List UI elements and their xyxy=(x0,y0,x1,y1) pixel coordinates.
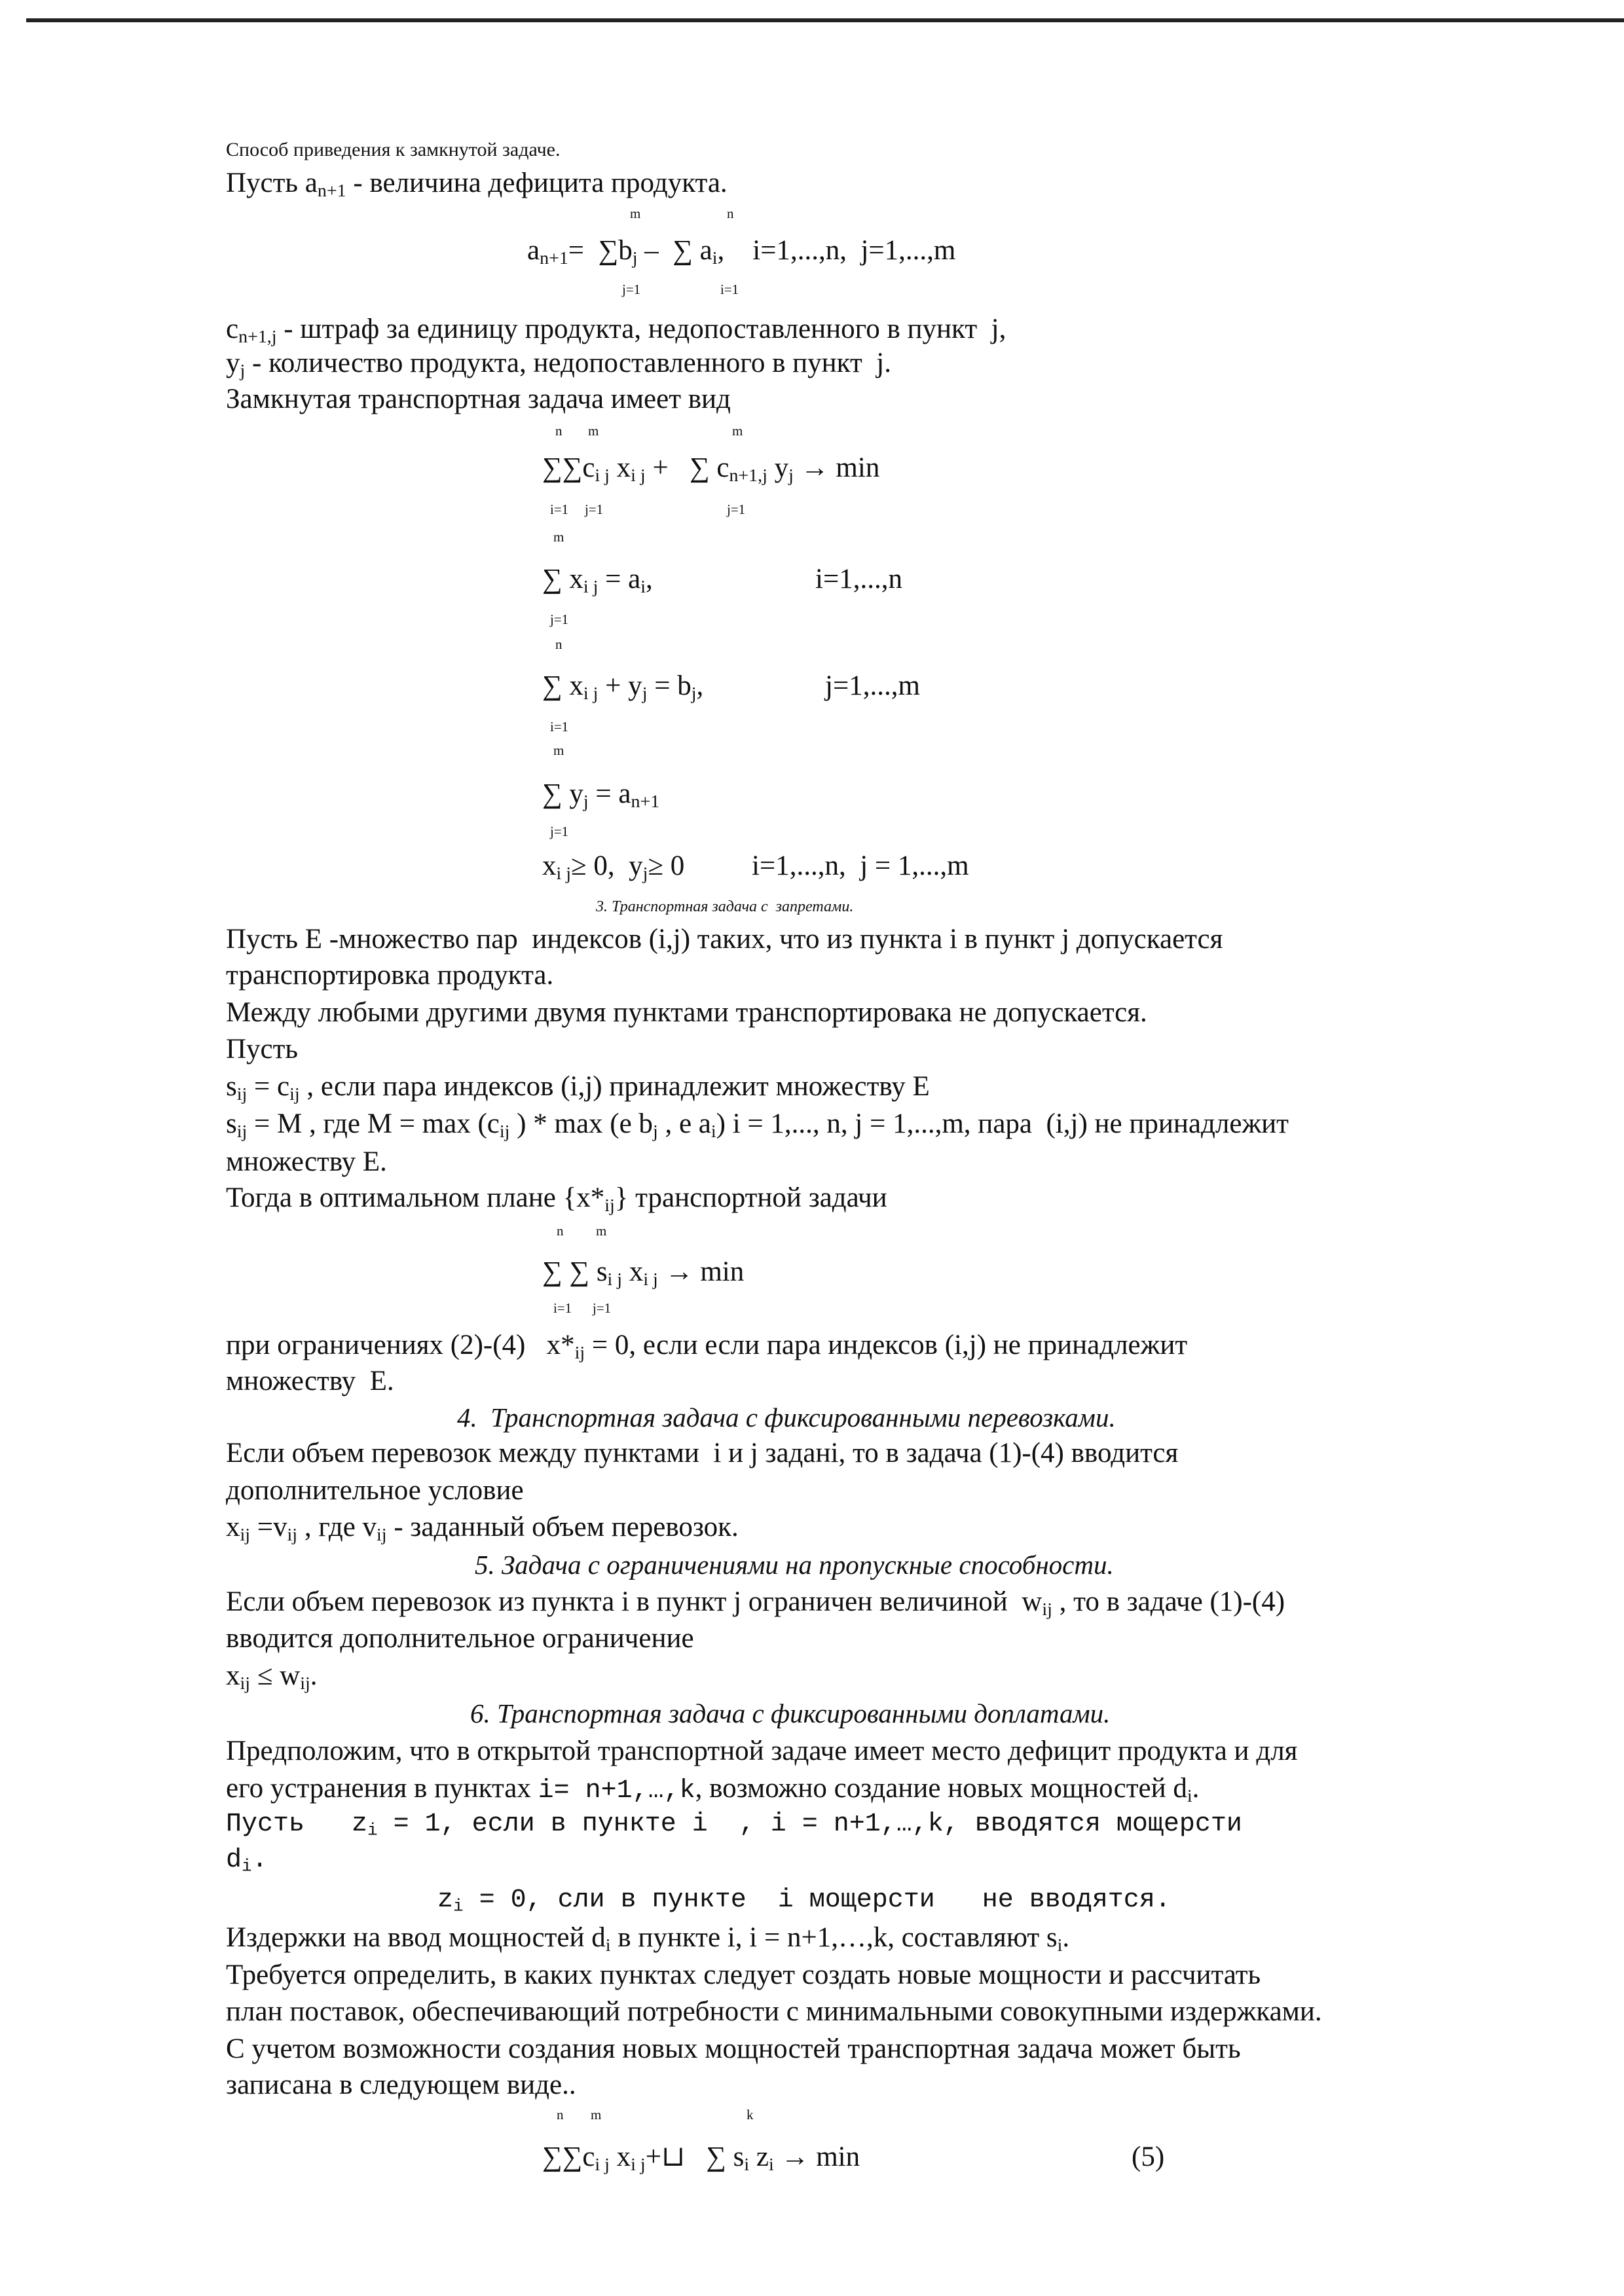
sum-upper-limit: n xyxy=(727,206,734,221)
paragraph-line: Если объем перевозок между пунктами i и j задані, то в задача (1)-(4) вводится xyxy=(226,1438,1179,1468)
paragraph-line: Между любыми другими двумя пунктами транспортировака не допускается. xyxy=(226,997,1147,1028)
paragraph-line: множеству E. xyxy=(226,1146,387,1177)
nonnegativity-range: i=1,...,n, j = 1,...,m xyxy=(752,850,969,881)
paragraph-line: Требуется определить, в каких пунктах следует создать новые мощности и рассчитать xyxy=(226,1959,1261,1990)
optimal-plan-line: Тогда в оптимальном плане $\{x*_{ij}\}$ транспортной задачи xyxy=(226,1182,887,1216)
capacity-cost-line: Издержки на ввод мощностей $d_i$ в пункте i, i = n+1,…,k, составляют $s_i$. xyxy=(226,1922,1070,1956)
sum-upper-limit: m xyxy=(630,206,641,221)
sij-definition-allowed: $s_{ij} = c_{ij}$ , если пара индексов (i,j) принадлежит множеству E xyxy=(226,1071,930,1104)
deficit-formula: $a_{n+1}= \sum b_j$ – ∑ $a_i$, i=1,...,n, j=1,...,m xyxy=(527,235,956,268)
sum-lower-limit: j=1 xyxy=(593,1300,612,1316)
indicator-definition-cont: $d_i$. xyxy=(226,1846,268,1876)
caption-section-5: 5. Задача с ограничениями на пропускные способности. xyxy=(475,1550,1114,1580)
fixed-charge-objective-formula: $\sum\sum c_{i j}$ $x_{i j}+⊔$ ∑ $s_i$ $z_i \to \min$ xyxy=(542,2141,860,2175)
sum-upper-limit: n xyxy=(557,2107,564,2123)
sum-upper-limit: n xyxy=(557,1223,564,1239)
demand-constraint: ∑ $x_{i j} + y_j = b_j$, xyxy=(542,670,704,704)
capacity-paragraph-line: Если объем перевозок из пункта i в пункт j ограничен величиной $w_{ij}$ , то в задаче (1)-(4) xyxy=(226,1586,1285,1620)
sum-upper-limit: n xyxy=(555,636,563,652)
equation-number: (5) xyxy=(1132,2141,1165,2172)
fixed-volume-condition: $x_{ij} =v_{ij}$ , где $v_{ij}$ - заданный объем перевозок. xyxy=(226,1512,739,1545)
paragraph-line: множеству E. xyxy=(226,1366,394,1396)
sum-upper-limit: n xyxy=(555,423,563,439)
paragraph-line: Предположим, что в открытой транспортной задаче имеет место дефицит продукта и для xyxy=(226,1736,1298,1766)
caption-section-3: 3. Транспортная задача с запретами. xyxy=(596,898,854,915)
paragraph-line: его устранения в пунктах i= n+1,…,k, возможно создание новых мощностей $d_i$. xyxy=(226,1773,1200,1806)
sum-lower-limit: j=1 xyxy=(585,501,604,517)
top-rule xyxy=(26,18,1624,22)
paragraph-line: дополнительное условие xyxy=(226,1475,524,1506)
sum-upper-limit: m xyxy=(553,742,564,758)
restricted-objective-formula: ∑ ∑ $s_{i j}$ $x_{i j} \to \min$ xyxy=(542,1256,745,1290)
shortage-constraint: ∑ $y_j = a_{n+1}$ xyxy=(542,778,660,812)
shortage-definition: $y_j$ - количество продукта, недопоставленного в пункт j. xyxy=(226,348,891,381)
paragraph-line: С учетом возможности создания новых мощностей транспортная задача может быть xyxy=(226,2033,1241,2064)
sum-lower-limit: j=1 xyxy=(550,824,569,839)
sij-definition-forbidden: $s_{ij} = M$ , где $M = \max (c_{ij}$ ) * max (e $b_j$ , e $a_i$) i = 1,..., n, j = 1,...,m, пара (i,j) не принадлежит xyxy=(226,1108,1289,1142)
closed-problem-intro: Замкнутая транспортная задача имеет вид xyxy=(226,384,731,414)
paragraph-line: записана в следующем виде.. xyxy=(226,2069,576,2100)
closed-objective-formula: $\sum\sum c_{i j}$ $x_{i j}$ + ∑ $c_{n+1,j}$ $y_j \to \min$ xyxy=(542,452,880,486)
sum-upper-limit: m xyxy=(591,2107,602,2123)
caption-section-6: 6. Транспортная задача с фиксированными доплатами. xyxy=(470,1698,1111,1728)
sum-upper-limit: m xyxy=(732,423,743,439)
sum-lower-limit: i=1 xyxy=(550,501,569,517)
paragraph-line: транспортировка продукта. xyxy=(226,960,554,991)
capacity-condition: $x_{ij} \le w_{ij}$. xyxy=(226,1660,318,1694)
sum-lower-limit: i=1 xyxy=(720,282,739,297)
sum-lower-limit: j=1 xyxy=(727,501,746,517)
indicator-definition: Пусть $z_i = 1$, если в пункте i , i = n+1,…,k, вводятся мощерсти xyxy=(226,1810,1242,1840)
indicator-zero-definition: $z_i = 0$, сли в пункте i мощерсти не вводятся. xyxy=(437,1886,1171,1916)
constraints-note: при ограничениях (2)-(4) $x*_{ij} = 0$, если если пара индексов (i,j) не принадлежит xyxy=(226,1330,1188,1363)
paragraph-line: Пусть xyxy=(226,1034,299,1065)
supply-constraint: ∑ $x_{i j} = a_i$, xyxy=(542,564,653,597)
sum-lower-limit: i=1 xyxy=(553,1300,572,1316)
sum-lower-limit: j=1 xyxy=(622,282,641,297)
paragraph-line: план поставок, обеспечивающий потребности с минимальными совокупными издержками. xyxy=(226,1996,1322,2027)
sum-lower-limit: i=1 xyxy=(550,719,569,735)
sum-lower-limit: j=1 xyxy=(550,611,569,627)
deficit-definition: Пусть $a_{n+1}$ - величина дефицита продукта. xyxy=(226,168,728,201)
sum-upper-limit: k xyxy=(747,2107,754,2123)
caption-section-4: 4. Транспортная задача с фиксированными перевозками. xyxy=(457,1402,1116,1432)
paragraph-line: Пусть E -множество пар индексов (i,j) таких, что из пункта i в пункт j допускается xyxy=(226,924,1223,955)
nonnegativity-constraint: $x_{i j}\ge 0$, $y_j\ge 0$ xyxy=(542,850,685,884)
sum-upper-limit: m xyxy=(596,1223,607,1239)
sum-upper-limit: m xyxy=(553,529,564,545)
demand-constraint-range: j=1,...,m xyxy=(825,670,920,701)
sum-upper-limit: m xyxy=(588,423,599,439)
supply-constraint-range: i=1,...,n xyxy=(815,564,902,594)
paragraph-line: вводится дополнительное ограничение xyxy=(226,1623,694,1654)
penalty-definition: $c_{n+1,j}$ - штраф за единицу продукта, недопоставленного в пункт j, xyxy=(226,314,1006,347)
section-heading: Способ приведения к замкнутой задаче. xyxy=(226,139,561,160)
